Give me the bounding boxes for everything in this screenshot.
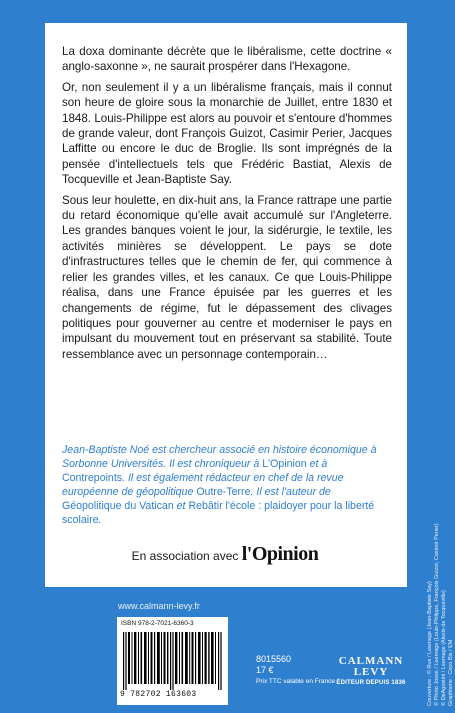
bio-text: . Il est également rédacteur en chef de la revue européenne de géopolitique [62, 472, 344, 498]
barcode-box [117, 617, 228, 705]
isbn: ISBN 978-2-7021-6360-3 [121, 620, 194, 627]
bio-text: et à [306, 458, 328, 470]
cover-credits [427, 523, 455, 706]
credit-line: © DeAgostini / Leemage (Alexis de Tocqueville) [441, 590, 447, 706]
bio-contrepoints: Contrepoints [62, 472, 123, 484]
bio-opinion: L'Opinion [262, 458, 307, 470]
barcode-icon [123, 632, 223, 690]
bio-text: . [98, 514, 102, 526]
author-bio [62, 443, 392, 527]
bio-text: Jean-Baptiste Noé est chercheur associé en histoire économique à Sorbonne Universités. Il est chroniqueur à [62, 444, 377, 470]
publisher-tagline: ÉDITEUR DEPUIS 1836 [336, 680, 406, 686]
bio-text: et [173, 500, 189, 512]
publisher-logo [326, 656, 416, 686]
credit-line: Graphisme : Coco Bis / EM [448, 639, 454, 706]
bio-text: . Il est l'auteur de [250, 486, 331, 498]
publisher-name-line2: LEVY [353, 666, 389, 678]
bio-book-vatican: Géopolitique du Vatican [62, 500, 174, 512]
price-note: Prix TTC valable en France [256, 678, 335, 685]
paragraph-economy: Sous leur houlette, en dix-huit ans, la France rattrape une partie du retard économique qu'elle avait accumulé sur l'Angleterre. Les grandes banques voient le jour, la sidérurgie, le textile, les activités minières se développent. Le pays se dote d'infrastructures telles que le chemin de fer, qui commence à relier les grandes villes, et les canaux. Ce que Louis-Philippe réalisa, dans une France épuisée par les guerres et les changements de régime, fut le dépassement des clivages politiques pour gouverner au centre et moderniser le pays en impulsant du mouvement tout en préservant sa stabilité. Toute ressemblance avec un personnage contemporain… [62, 193, 392, 361]
association-text: En association avec [131, 549, 242, 563]
product-code: 8015560 [256, 654, 292, 664]
credit-line: Couverture : © Rue / Leemage (Jean-Baptiste Say) [427, 581, 433, 706]
back-cover-text [62, 44, 392, 367]
barcode-number: 9 782702 163603 [120, 690, 197, 699]
paragraph-monarchy: Or, non seulement il y a un libéralisme français, mais il connut son heure de gloire sous la monarchie de Juillet, entre 1830 et 1848. Louis-Philippe est alors au pouvoir et s'entoure d'hommes de grande valeur, dont François Guizot, Casimir Perier, Jacques Laffitte ou encore le duc de Broglie. Ils sont imprégnés de la pensée d'intellectuels tels que Frédéric Bastiat, Alexis de Tocqueville et Jean-Baptiste Say. [62, 80, 392, 187]
paragraph-intro: La doxa dominante décrète que le libéralisme, cette doctrine « anglo-saxonne », ne saurait prospérer dans l'Hexagone. [62, 45, 392, 74]
website[interactable]: www.calmann-levy.fr [118, 601, 200, 611]
bio-outre-terre: Outre-Terre [196, 486, 251, 498]
bio-book-ecole: Rebâtir l'école : plaidoyer pour la liberté scolaire [62, 500, 375, 526]
publisher-name-line1: CALMANN [338, 655, 404, 667]
opinion-logo: l'Opinion [241, 543, 319, 565]
credit-line: © Photo Josse / Leemage (Louis-Philippe, François Guizot, Casimir Perier) [434, 523, 440, 706]
price: 17 € [256, 665, 274, 675]
price-block [256, 654, 335, 687]
association-line [0, 543, 450, 566]
